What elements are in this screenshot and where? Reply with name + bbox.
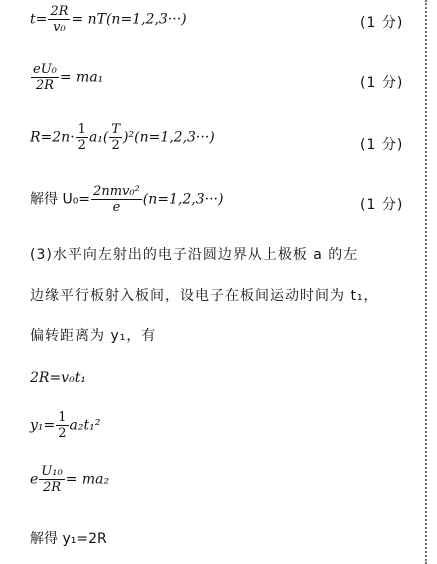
eq-rhs: = nT(n=1,2,3···) — [71, 11, 187, 28]
eq-rhs: = ma₁ — [59, 69, 104, 86]
equation-radius — [30, 122, 215, 153]
paragraph-line: 偏转距离为 y₁，有 — [30, 328, 157, 344]
eq-lhs: R=2n· — [30, 129, 75, 146]
equation-time: t= $\frac{2R}{\text{v₀}}$ = nT(n=1,2,3···) — [30, 4, 187, 35]
fraction — [91, 184, 142, 215]
fraction — [76, 122, 88, 153]
eq-rhs: )²(n=1,2,3···) — [123, 129, 215, 146]
fraction-numerator: 1 — [58, 410, 67, 425]
fraction-numerator: 2nmv₀² — [93, 184, 140, 199]
eq-rhs: (n=1,2,3···) — [142, 191, 224, 208]
equation-force — [30, 464, 109, 495]
fraction-numerator: U₁₀ — [41, 464, 63, 479]
fraction-denominator: 2R — [42, 480, 62, 495]
equation-acceleration — [30, 62, 103, 93]
fraction-denominator: 2 — [58, 426, 67, 441]
fraction — [48, 4, 70, 35]
equation-voltage-result — [30, 184, 223, 215]
score-label: (1 分) — [360, 15, 404, 31]
fraction-denominator: e — [112, 200, 121, 215]
fraction-numerator: T — [111, 122, 121, 137]
fraction — [39, 464, 64, 495]
fraction — [56, 410, 68, 441]
fraction-numerator: 2R — [50, 4, 69, 19]
eq-lhs: 解得 U₀= — [30, 191, 91, 208]
score-label: (1 分) — [360, 137, 404, 153]
fraction — [31, 62, 59, 93]
dotted-margin-line — [425, 0, 427, 564]
paragraph-line: (3)水平向左射出的电子沿圆边界从上极板 a 的左 — [30, 247, 359, 263]
eq-mid: a₁( — [88, 129, 109, 146]
equation-deflection — [30, 410, 100, 441]
fraction-denominator: 2R — [35, 78, 54, 93]
paragraph-line: 边缘平行板射入板间，设电子在板间运动时间为 t₁， — [30, 288, 379, 304]
eq-rhs: = ma₂ — [65, 471, 110, 488]
fraction-numerator: 1 — [77, 122, 86, 137]
score-label: (1 分) — [360, 197, 404, 213]
equation-distance: 2R=v₀t₁ — [30, 370, 86, 386]
fraction-denominator: 2 — [111, 138, 120, 153]
score-label: (1 分) — [360, 75, 404, 91]
eq-lhs: t — [30, 11, 36, 28]
fraction-denominator: 2 — [77, 138, 86, 153]
eq-lhs: e — [30, 471, 39, 488]
equation-final-result: 解得 y₁=2R — [30, 531, 107, 547]
fraction-numerator: eU₀ — [33, 62, 57, 77]
eq-rhs: a₂t₁² — [69, 417, 101, 434]
fraction-denominator: v₀ — [53, 20, 66, 35]
eq-lhs: y₁= — [30, 417, 56, 434]
fraction — [109, 122, 122, 153]
